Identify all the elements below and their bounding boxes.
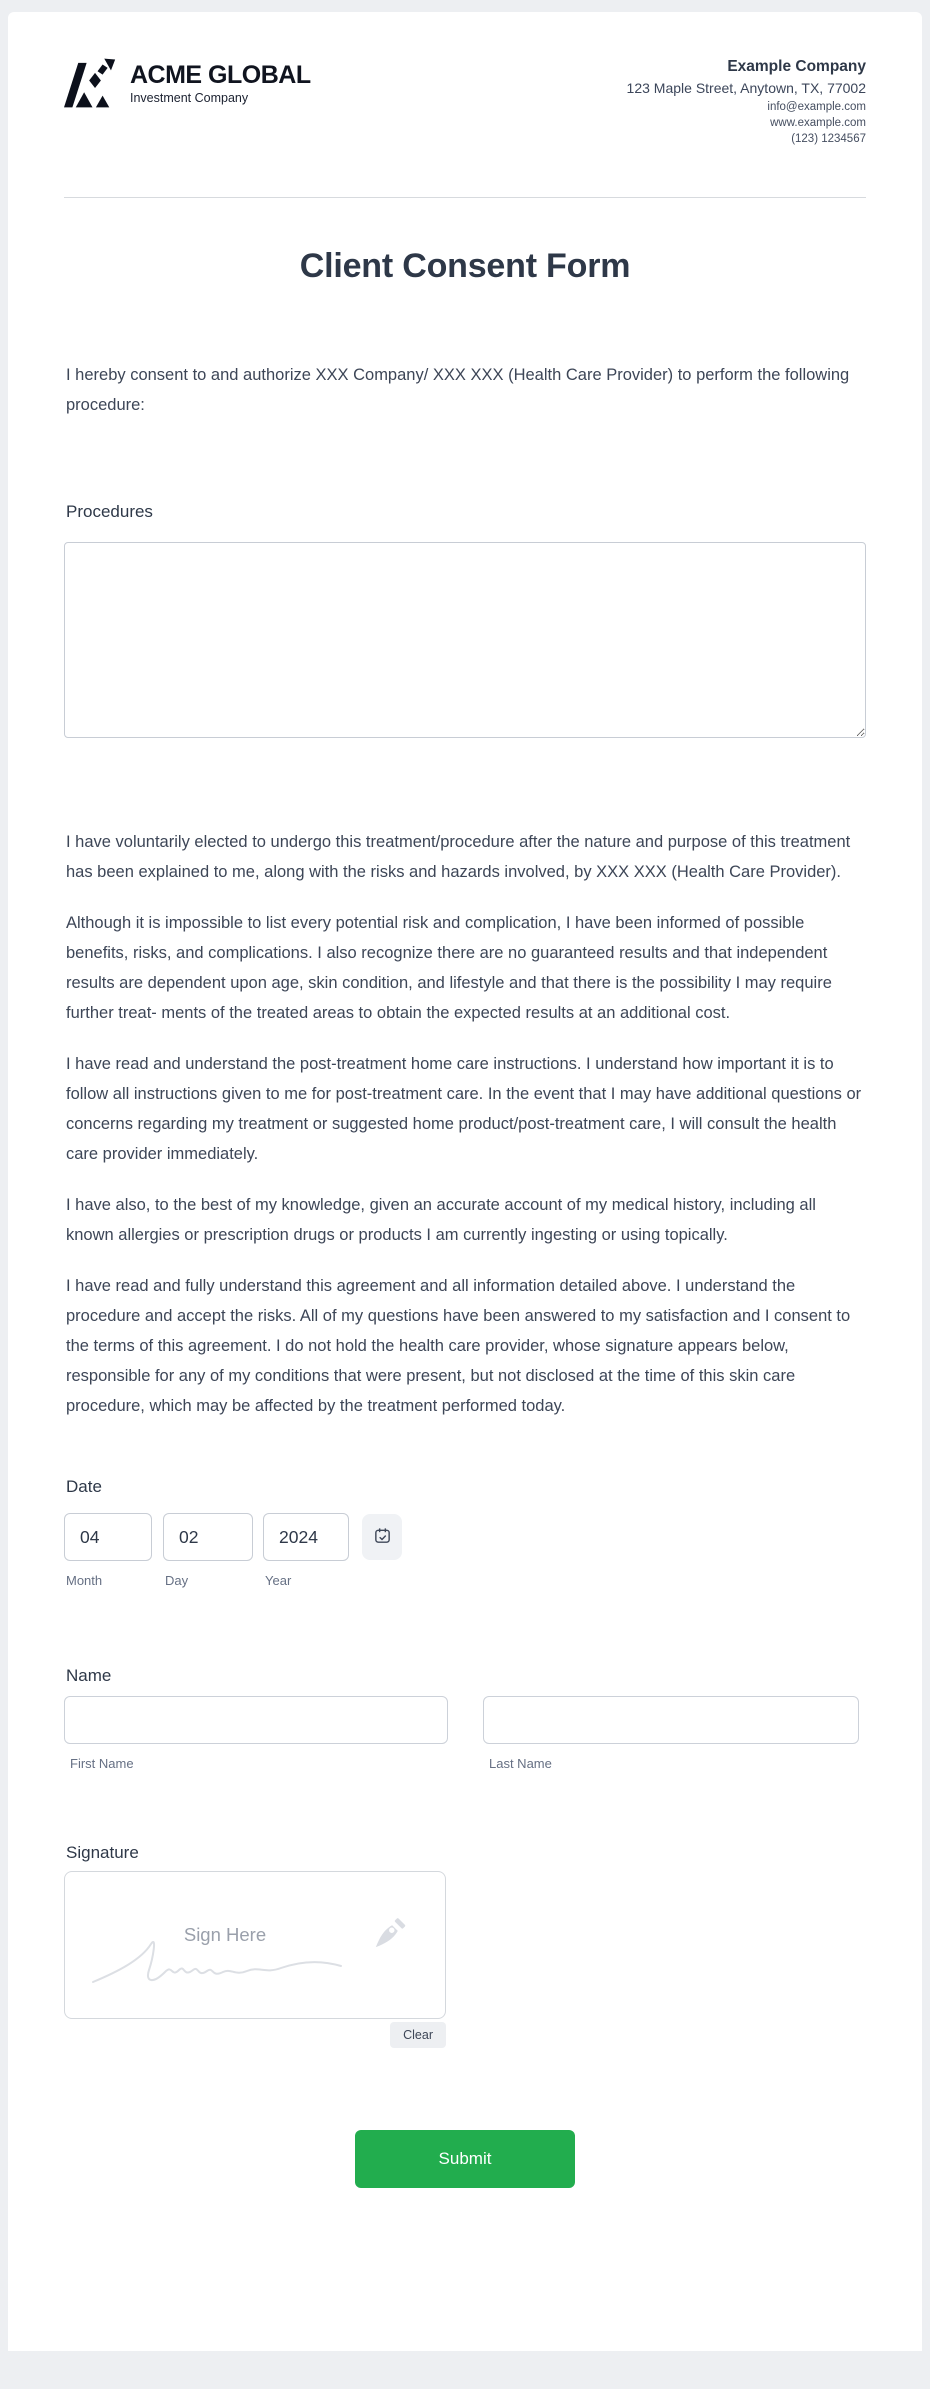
first-name-sublabel: First Name [70,1756,134,1771]
name-label: Name [66,1666,112,1685]
date-day-input[interactable] [163,1513,253,1561]
month-sublabel: Month [66,1573,103,1588]
day-sublabel: Day [165,1573,189,1588]
last-name-input[interactable] [483,1696,859,1744]
name-sublabels [64,1756,866,1771]
last-name-sublabel: Last Name [489,1756,552,1771]
company-website: www.example.com [770,117,866,129]
company-name: Example Company [727,58,866,75]
page-title: Client Consent Form [299,247,631,285]
consent-paragraph: I have voluntarily elected to undergo this treatment/procedure after the nature and purpose of this treatment has been explained to me, along with the risks and hazards involved, by XXX XXX (Health Care Provider). [66,833,851,881]
form-header [64,12,866,198]
signature-clear-row [64,2022,446,2048]
consent-paragraph: I have read and understand the post-treatment home care instructions. I understand how important it is to follow all instructions given to me for post-treatment care. In the event that I may have additional questions or concerns regarding my treatment or suggested home product/post-treatment care, I will consult the health care provider immediately. [66,1055,862,1163]
logo-tagline: Investment Company [130,90,249,105]
consent-paragraph: Although it is impossible to list every potential risk and complication, I have been informed of possible benefits, risks, and complications. I also recognize there are no guaranteed results and that independent results are dependent upon age, skin condition, and lifestyle and that there is the possibility I may require further treat- ments of the treated areas to obtain the expected results at an additional cost. [66,914,832,1022]
date-year-input[interactable] [263,1513,349,1561]
signature-pad[interactable] [64,1871,446,2019]
date-sublabels [64,1573,866,1588]
calendar-check-icon [373,1526,392,1548]
calendar-picker-button[interactable] [362,1514,402,1560]
date-field-group [64,1513,866,1561]
company-address: 123 Maple Street, Anytown, TX, 77002 [626,80,866,96]
acme-logo-icon [64,58,116,108]
sign-here-placeholder: Sign Here [183,1924,267,1945]
signature-clear-button[interactable]: Clear [390,2022,446,2048]
pen-nib-icon [373,1916,407,1955]
date-month-input[interactable] [64,1513,152,1561]
signature-label: Signature [66,1843,139,1862]
company-email: info@example.com [767,101,866,113]
year-sublabel: Year [265,1573,292,1588]
date-label: Date [66,1477,102,1496]
company-logo [64,58,311,108]
name-field-group [64,1696,866,1744]
company-phone: (123) 1234567 [791,133,866,145]
submit-button[interactable]: Submit [355,2130,575,2188]
consent-paragraphs [64,827,866,1421]
procedures-textarea[interactable] [64,542,866,738]
company-contact-block [627,56,866,147]
consent-paragraph: I have also, to the best of my knowledge, given an accurate account of my medical history, including all known allergies or prescription drugs or products I am currently ingesting or using topically. [66,1196,816,1244]
procedures-label: Procedures [66,502,153,521]
consent-intro-text: I hereby consent to and authorize XXX Company/ XXX XXX (Health Care Provider) to perform the following procedure: [66,366,850,414]
consent-paragraph: I have read and fully understand this agreement and all information detailed above. I understand the procedure and accept the risks. All of my questions have been answered to my satisfaction and I consent to the terms of this agreement. I do not hold the health care provider, whose signature appears below, responsible for any of my conditions that were present, but not disclosed at the time of this skin care procedure, which may be affected by the treatment performed today. [66,1277,851,1415]
logo-name: ACME GLOBAL [130,60,311,89]
first-name-input[interactable] [64,1696,448,1744]
consent-form-card [8,12,922,2351]
signature-squiggle-graphic [89,1930,359,1995]
submit-row [64,2130,866,2188]
